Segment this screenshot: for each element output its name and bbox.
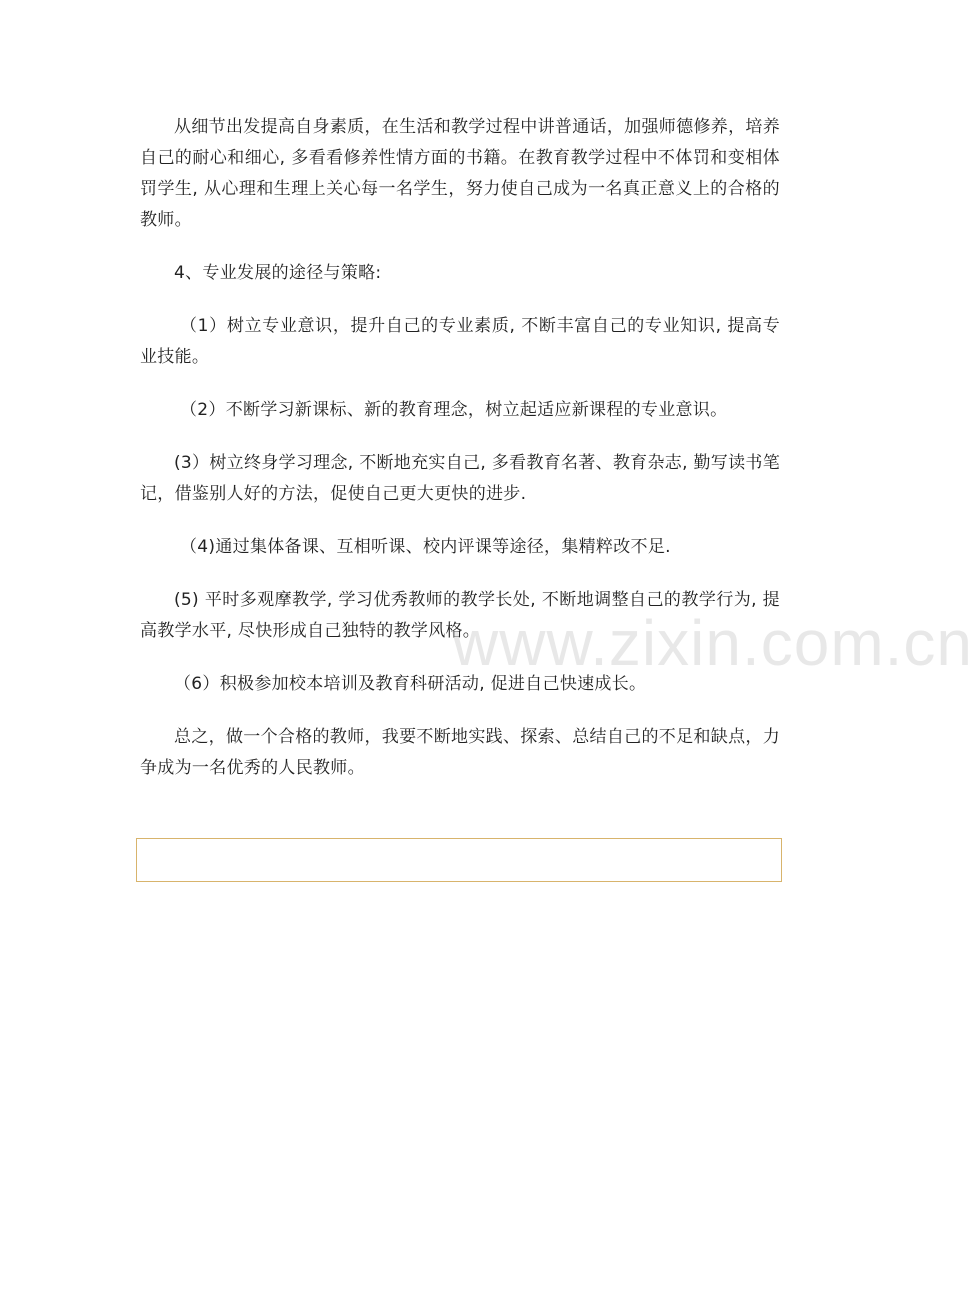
list-item-2: （2）不断学习新课标、新的教育理念，树立起适应新课程的专业意识。 <box>180 400 728 420</box>
list-item-3: (3）树立终身学习理念, 不断地充实自己, 多看教育名著、教育杂志, 勤写读书笔记，借鉴别人好的方法，促使自己更大更快的进步. <box>140 453 780 504</box>
list-item-6: （6）积极参加校本培训及教育科研活动, 促进自己快速成长。 <box>174 674 647 694</box>
list-item-5: (5) 平时多观摩教学, 学习优秀教师的教学长处, 不断地调整自己的教学行为, 提高教学水平, 尽快形成自己独特的教学风格。 <box>140 590 780 641</box>
empty-bordered-box <box>136 838 782 882</box>
list-item-4: （4)通过集体备课、互相听课、校内评课等途径，集精粹改不足. <box>180 537 671 557</box>
document-body <box>140 112 780 806</box>
section-heading-professional-development: 4、专业发展的途径与策略: <box>174 263 382 283</box>
list-item-1: （1）树立专业意识，提升自己的专业素质, 不断丰富自己的专业知识, 提高专业技能。 <box>140 316 780 367</box>
paragraph-character: 从细节出发提高自身素质，在生活和教学过程中讲普通话，加强师德修养，培养自己的耐心和细心, 多看看修养性情方面的书籍。在教育教学过程中不体罚和变相体罚学生, 从心理和生理上关心每一名学生，努力使自己成为一名真正意义上的合格的教师。 <box>140 117 780 230</box>
watermark: www.zixin.com.cn <box>452 607 973 679</box>
conclusion-paragraph: 总之，做一个合格的教师，我要不断地实践、探索、总结自己的不足和缺点，力争成为一名优秀的人民教师。 <box>140 727 780 778</box>
